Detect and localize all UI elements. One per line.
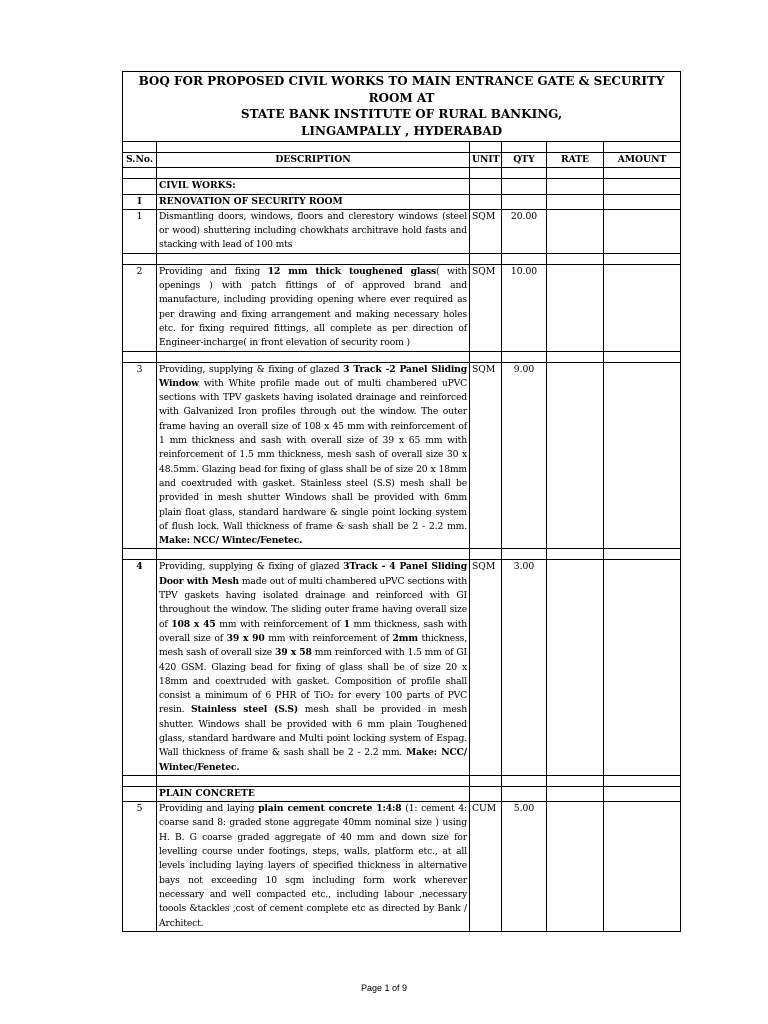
item-description [157,209,470,253]
desc-bold: 2mm [392,632,418,644]
item-number: 5 [123,802,157,932]
item-number: 2 [123,264,157,351]
header-qty: QTY [502,153,547,168]
item-description [157,560,470,775]
desc-bold: 108 x 45 [171,618,216,630]
page-number: Page 1 of 9 [360,983,408,993]
desc-bold: Make: NCC/ Wintec/Fenetec. [159,535,303,547]
item-rate [547,362,604,549]
item-number: 3 [123,362,157,549]
item-qty: 5.00 [502,802,547,932]
desc-bold: 39 x 90 [226,632,265,644]
desc-text: mm reinforced with 1.5 mm of GI 420 GSM. Glazing bead for fixing of glass shall be of size 20 x 18mm and coextruded with gasket. Composition of profile shall consist a minimum of 6 PHR of TiO₂ for every 100 parts of PVC resin. [159,647,467,716]
desc-bold: 39 x 58 [275,647,312,659]
item-amount [604,264,681,351]
desc-bold: 3 Track -2 Panel Sliding Window [159,363,467,389]
title-line-2: STATE BANK INSTITUTE OF RURAL BANKING, [240,107,563,121]
spacer-row [123,775,681,786]
section-plain-concrete: PLAIN CONCRETE [157,786,470,801]
document-title [123,72,681,142]
item-number: 4 [123,560,157,775]
desc-text: Providing, supplying & fixing of glazed [159,363,344,375]
item-qty: 9.00 [502,362,547,549]
header-sno: S.No. [123,153,157,168]
item-qty: 20.00 [502,209,547,253]
item-row [123,264,681,351]
item-amount [604,802,681,932]
item-amount [604,560,681,775]
item-row [123,362,681,549]
desc-bold: 1 [343,618,350,630]
desc-text: ( with openings ) with patch fittings of of approved brand and manufacture, including providing opening where ever required as per drawing and fixing arrangement and making necessary holes etc. for fixing required fittings, all complete as per direction of Engineer-incharge( in front elevation of security room ) [159,265,467,349]
item-amount [604,209,681,253]
title-row [123,72,681,142]
spacer-row [123,142,681,153]
item-unit: SQM [470,560,502,775]
desc-text: (1: cement 4: coarse sand 8: graded stone aggregate 40mm nominal size ) using H. B. G coarse graded aggregate of 40 mm and down size for levelling course under footings, steps, walls, platform etc., at all levels including laying layers of specified thickness in alternative bays not exceeding 10 sqm including form work wherever necessary and well compacted etc., including labour ,necessary toools &tackles ,cost of cement complete etc as directed by Bank / Architect. [159,803,467,929]
header-row [123,153,681,168]
section-civil-works: CIVIL WORKS: [157,179,470,194]
desc-text: with White profile made out of multi chambered uPVC sections with TPV gaskets having isolated drainage and reinforced with Galvanized Iron profiles through out the window. The outer frame having an overall size of 108 x 45 mm with reinforcement of 1 mm thickness and sash with overall size of 39 x 65 mm with reinforcement of 1.5 mm thickness, mesh sash of overall size 30 x 48.5mm. Glazing bead for fixing of glass shall be of size 20 x 18mm and coextruded with gasket. Stainless steel (S.S) mesh shall be provided in mesh shutter Windows shall be provided with 6mm plain float glass, standard hardware & single point locking system of flush lock. Wall thickness of frame & sash shall be 2 - 2.2 mm. [159,377,467,532]
desc-bold: plain cement concrete 1:4:8 [258,803,402,815]
desc-bold: 12 mm thick toughened glass [267,265,437,277]
desc-text: Dismantling doors, windows, floors and clerestory windows (steel or wood) shuttering including chowkhats architrave hold fasts and stacking with lead of 100 mts [159,210,467,251]
spacer-row [123,351,681,362]
item-description [157,362,470,549]
desc-text: mm thickness, sash with overall size of [159,618,467,644]
boq-sheet [122,71,680,932]
boq-table [122,71,681,932]
section-row [123,786,681,801]
item-row [123,209,681,253]
desc-text: mm with reinforcement of [264,632,393,644]
header-rate: RATE [547,153,604,168]
item-rate [547,264,604,351]
item-unit: SQM [470,362,502,549]
section-number: I [123,194,157,209]
item-row [123,560,681,775]
item-rate [547,802,604,932]
section-row [123,179,681,194]
spacer-row [123,253,681,264]
item-qty: 10.00 [502,264,547,351]
spacer-row [123,168,681,179]
section-renovation: RENOVATION OF SECURITY ROOM [157,194,470,209]
spacer-row [123,549,681,560]
item-unit: SQM [470,209,502,253]
item-description [157,264,470,351]
desc-bold: Stainless steel (S.S) [191,704,299,716]
desc-text: mm with reinforcement of [215,618,344,630]
item-description [157,802,470,932]
title-line-1: BOQ FOR PROPOSED CIVIL WORKS TO MAIN ENTRANCE GATE & SECURITY ROOM AT [138,74,665,105]
title-line-3: LINGAMPALLY , HYDERABAD [300,123,503,138]
desc-text: thickness, mesh sash of overall size [159,632,467,659]
item-number: 1 [123,209,157,253]
header-description: DESCRIPTION [157,153,470,168]
desc-bold: Make: NCC/ Wintec/Fenetec. [159,747,467,773]
item-qty: 3.00 [502,560,547,775]
desc-text: Providing and fixing [159,265,268,277]
desc-text: Providing, supplying & fixing of glazed [159,561,344,573]
desc-bold: 3Track - 4 Panel Sliding Door with Mesh [159,561,467,587]
header-unit: UNIT [470,153,502,168]
item-rate [547,560,604,775]
item-unit: SQM [470,264,502,351]
desc-text: made out of multi chambered uPVC sections with TPV gaskets having isolated drainage and reinforced with GI throughout the window. The sliding outer frame having overall size of [159,575,467,630]
desc-text: mesh shall be provided in mesh shutter. Windows shall be provided with 6 mm plain Toughened glass, standard hardware and Multi point locking system of Espag. Wall thickness of frame & sash shall be 2 - 2.2 mm. [159,704,467,759]
section-row [123,194,681,209]
item-amount [604,362,681,549]
header-amount: AMOUNT [604,153,681,168]
desc-text: Providing and laying [159,803,259,815]
item-rate [547,209,604,253]
item-row [123,802,681,932]
item-unit: CUM [470,802,502,932]
